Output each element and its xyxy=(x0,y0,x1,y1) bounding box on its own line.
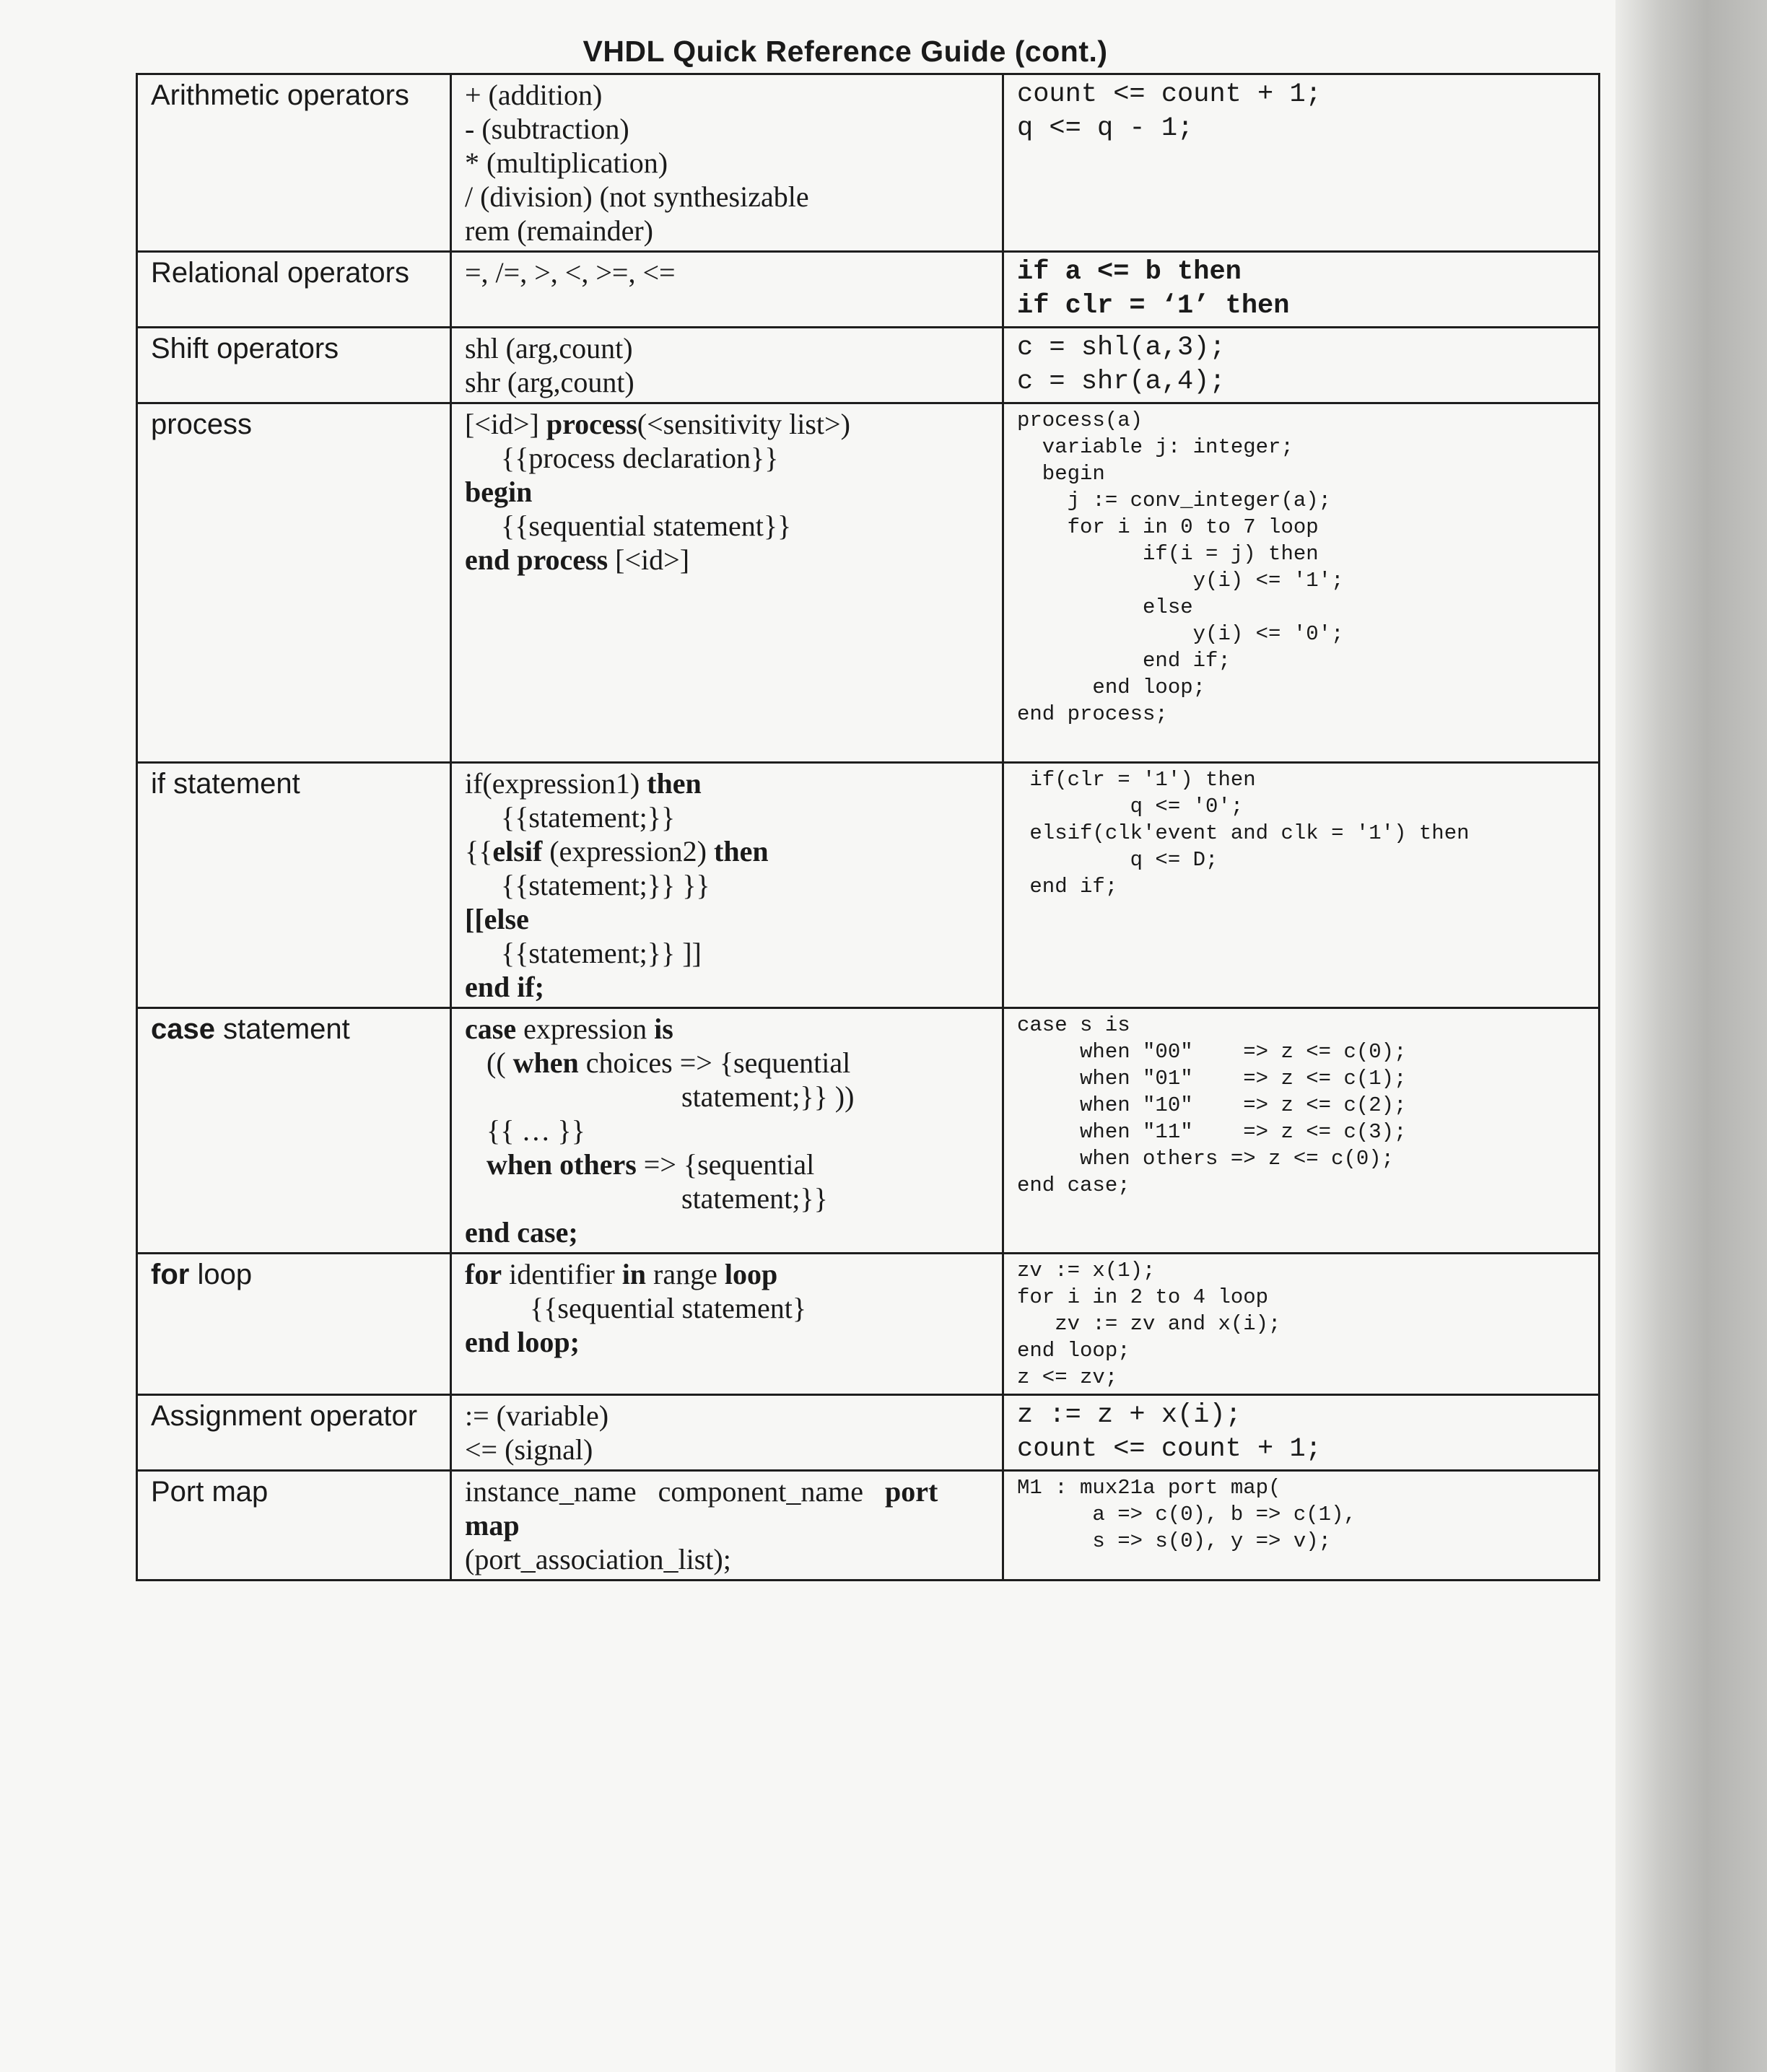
example-cell: process(a) variable j: integer; begin j := conv_integer(a); for i in 0 to 7 loop if(i = j) then y(i) <= '1'; else y(i) <= '0'; end if; end loop; end process; xyxy=(1003,403,1600,763)
syntax-line: * (multiplication) xyxy=(465,147,668,179)
code-line: count <= count + 1; xyxy=(1017,79,1322,110)
syntax-line: {{statement;}} ]] xyxy=(501,937,702,969)
row-label: process xyxy=(151,408,253,440)
syntax-line: + (addition) xyxy=(465,79,603,111)
syntax-text: [<id>] xyxy=(608,543,690,576)
syntax-text: identifier xyxy=(502,1258,622,1290)
syntax-text: [<id>] xyxy=(465,408,546,440)
keyword: for xyxy=(465,1258,502,1290)
example-cell: case s is when "00" => z <= c(0); when "01" => z <= c(1); when "10" => z <= c(2); when "11" => z <= c(3); when others => z <= c(0); end case; xyxy=(1003,1008,1600,1254)
syntax-line: (port_association_list); xyxy=(465,1543,731,1575)
syntax-line: rem (remainder) xyxy=(465,214,653,247)
syntax-text: expression xyxy=(516,1013,655,1045)
code-line: count <= count + 1; xyxy=(1017,1434,1322,1464)
syntax-line: {{sequential statement}} xyxy=(501,510,792,542)
keyword: when others xyxy=(487,1148,637,1181)
code-line: z := z + x(i); xyxy=(1017,1400,1242,1430)
syntax-cell xyxy=(451,1471,1003,1581)
label-cell xyxy=(137,74,451,252)
example-cell xyxy=(1003,74,1600,252)
syntax-line: - (subtraction) xyxy=(465,113,629,145)
syntax-line: =, /=, >, <, >=, <= xyxy=(465,256,676,289)
syntax-line: {{sequential statement} xyxy=(530,1292,807,1324)
syntax-line xyxy=(465,1257,992,1291)
row-if-statement xyxy=(137,763,1600,1008)
syntax-line: statement;}} )) xyxy=(681,1080,855,1113)
syntax-line: shl (arg,count) xyxy=(465,332,633,364)
row-shift-operators xyxy=(137,328,1600,403)
row-assignment-operator xyxy=(137,1395,1600,1471)
code-line: c = shl(a,3); xyxy=(1017,333,1226,363)
row-for-loop xyxy=(137,1254,1600,1395)
syntax-cell xyxy=(451,1008,1003,1254)
syntax-line: shr (arg,count) xyxy=(465,366,634,398)
row-label: Assignment operator xyxy=(151,1400,418,1432)
syntax-line: {{process declaration}} xyxy=(501,442,779,474)
page-title: VHDL Quick Reference Guide (cont.) xyxy=(583,35,1108,68)
keyword: end process xyxy=(465,543,608,576)
scan-shadow-edge xyxy=(1615,0,1767,2072)
label-cell xyxy=(137,1254,451,1395)
example-cell xyxy=(1003,1395,1600,1471)
syntax-line xyxy=(465,407,992,441)
keyword: case xyxy=(151,1013,215,1045)
label-cell xyxy=(137,252,451,328)
keyword: for xyxy=(151,1259,190,1290)
label-cell xyxy=(137,328,451,403)
keyword: elsif xyxy=(492,835,543,867)
keyword: case xyxy=(465,1013,517,1045)
syntax-line: {{ … }} xyxy=(487,1114,585,1147)
keyword: when xyxy=(512,1046,579,1079)
keyword: loop xyxy=(724,1258,778,1290)
row-case-statement xyxy=(137,1008,1600,1254)
code-line: c = shr(a,4); xyxy=(1017,367,1226,397)
syntax-line: end case; xyxy=(465,1216,578,1249)
example-cell xyxy=(1003,252,1600,328)
syntax-line xyxy=(465,1046,992,1080)
label-cell xyxy=(137,403,451,763)
label-cell xyxy=(137,1008,451,1254)
reference-table xyxy=(136,73,1600,1581)
label-cell xyxy=(137,1395,451,1471)
syntax-cell xyxy=(451,1254,1003,1395)
label-cell xyxy=(137,1471,451,1581)
syntax-text: (expression2) xyxy=(542,835,714,867)
syntax-cell xyxy=(451,328,1003,403)
syntax-line xyxy=(465,1148,992,1181)
syntax-text: range xyxy=(646,1258,725,1290)
syntax-cell xyxy=(451,763,1003,1008)
syntax-cell xyxy=(451,403,1003,763)
syntax-text: if(expression1) xyxy=(465,767,647,800)
row-arithmetic-operators xyxy=(137,74,1600,252)
syntax-cell xyxy=(451,1395,1003,1471)
keyword: is xyxy=(654,1013,673,1045)
keyword: then xyxy=(714,835,769,867)
syntax-line xyxy=(465,766,992,800)
syntax-line xyxy=(465,1012,992,1046)
syntax-line: end loop; xyxy=(465,1326,580,1358)
label-cell xyxy=(137,763,451,1008)
syntax-line: [[else xyxy=(465,903,529,935)
syntax-line: begin xyxy=(465,476,533,508)
row-label: statement xyxy=(214,1013,350,1045)
syntax-text: (( xyxy=(487,1046,513,1079)
example-cell: M1 : mux21a port map( a => c(0), b => c(1), s => s(0), y => v); xyxy=(1003,1471,1600,1581)
row-port-map xyxy=(137,1471,1600,1581)
syntax-cell xyxy=(451,74,1003,252)
row-label: Shift operators xyxy=(151,333,339,364)
syntax-line xyxy=(465,834,992,868)
example-cell xyxy=(1003,328,1600,403)
syntax-line: / (division) (not synthesizable xyxy=(465,180,809,213)
syntax-line: := (variable) xyxy=(465,1399,609,1432)
syntax-text: instance_name component_name xyxy=(465,1475,886,1508)
example-cell: zv := x(1); for i in 2 to 4 loop zv := zv and x(i); end loop; z <= zv; xyxy=(1003,1254,1600,1395)
keyword: port xyxy=(885,1475,938,1508)
example-cell: if(clr = '1') then q <= '0'; elsif(clk'event and clk = '1') then q <= D; end if; xyxy=(1003,763,1600,1008)
row-label: Arithmetic operators xyxy=(151,79,409,111)
syntax-line xyxy=(465,1474,992,1508)
syntax-text: {{ xyxy=(465,835,493,867)
syntax-line: <= (signal) xyxy=(465,1433,593,1466)
row-relational-operators xyxy=(137,252,1600,328)
syntax-text: => {sequential xyxy=(636,1148,815,1181)
code-line: q <= q - 1; xyxy=(1017,113,1194,144)
code-line: if clr = ‘1’ then xyxy=(1017,291,1290,321)
syntax-line xyxy=(465,543,992,577)
row-label: Relational operators xyxy=(151,257,409,289)
code-line: if a <= b then xyxy=(1017,257,1242,287)
keyword: then xyxy=(647,767,702,800)
keyword: process xyxy=(546,408,637,440)
row-label: loop xyxy=(189,1259,253,1290)
syntax-line: end if; xyxy=(465,971,544,1003)
syntax-line: {{statement;}} xyxy=(501,801,676,834)
syntax-line: {{statement;}} }} xyxy=(501,869,710,901)
row-process xyxy=(137,403,1600,763)
keyword: in xyxy=(621,1258,647,1290)
syntax-cell xyxy=(451,252,1003,328)
syntax-text: (<sensitivity list>) xyxy=(637,408,850,440)
syntax-line: statement;}} xyxy=(681,1182,828,1215)
row-label: if statement xyxy=(151,768,300,800)
row-label: Port map xyxy=(151,1476,269,1508)
syntax-line: map xyxy=(465,1509,520,1542)
syntax-text: choices => {sequential xyxy=(578,1046,851,1079)
